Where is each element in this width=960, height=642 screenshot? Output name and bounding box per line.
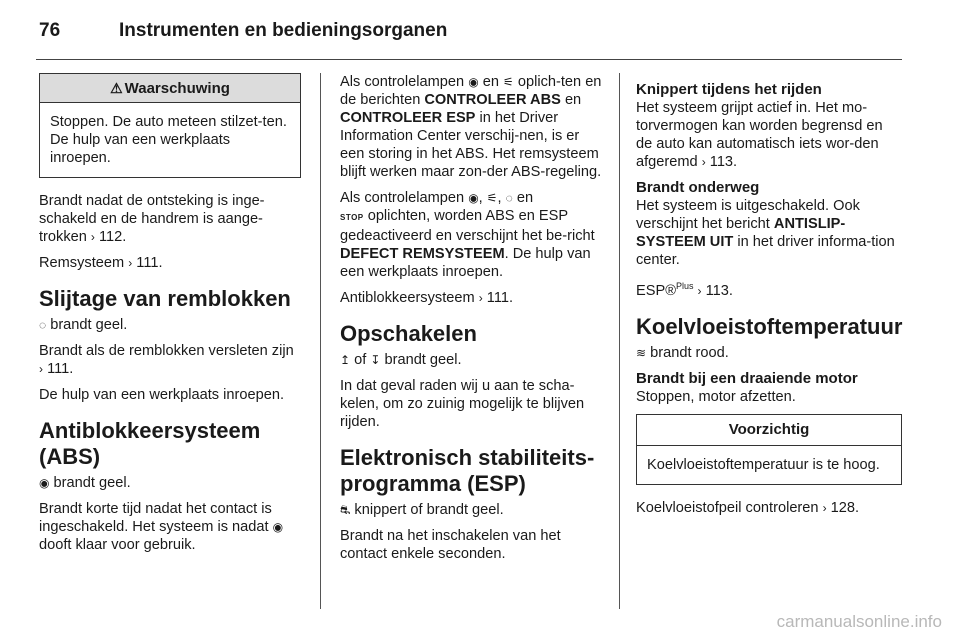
abs-icon: ◉ [468, 75, 479, 89]
paragraph: Brandt korte tijd nadat het contact is ingeschakeld. Het systeem is nadat ◉ dooft klaar voor gebruik. [39, 501, 284, 553]
paragraph: ≋ brandt rood. [636, 344, 729, 361]
brake-pad-icon: ◌ [505, 191, 513, 205]
header-rule [36, 59, 902, 60]
column-3 [636, 73, 902, 525]
paragraph: ⛐ knippert of brandt geel. [340, 502, 504, 518]
paragraph: ↥ of ↧ brandt geel. [340, 352, 462, 368]
coolant-temperature-icon: ≋ [636, 345, 647, 360]
paragraph: Brandt als de remblokken versleten zijn › 111. [39, 343, 294, 377]
page-title: Instrumenten en bedieningsorganen [119, 20, 448, 41]
heading-esp: Elektronisch stabiliteits-programma (ESP) [340, 445, 595, 496]
paragraph: ESP®$^{Plus}$ › 113. [636, 281, 733, 299]
warning-box-heading: ⚠ Waarschuwing [40, 74, 300, 103]
caution-box [636, 414, 902, 485]
watermark: carmanualsonline.info [776, 612, 942, 631]
paragraph: Antiblokkeersysteem › 111. [340, 290, 514, 306]
ref-arrow-icon: › [822, 500, 827, 515]
ref-arrow-icon: › [90, 230, 95, 244]
ref-arrow-icon: › [478, 291, 483, 305]
abs-icon: ◉ [272, 520, 284, 534]
heading-slijtage: Slijtage van remblokken [39, 286, 291, 311]
stop-icon: STOP [340, 213, 364, 222]
heading-onderweg: Brandt onderweg [636, 179, 760, 196]
paragraph: Als controlelampen ◉, ⚟, ◌ en STOP oplichten, worden ABS en ESP gedeactiveerd en verschijnt het be-richt DEFECT REMSYSTEEM. De hulp van een werkplaats inroepen. [340, 190, 595, 280]
heading-opschakelen: Opschakelen [340, 321, 477, 346]
paragraph: Brandt na het inschakelen van het contact enkele seconden. [340, 528, 561, 562]
shift-up-icon: ↥ [340, 353, 351, 367]
paragraph: Als controlelampen ◉ en ⚟ oplich-ten en de berichten CONTROLEER ABS en CONTROLEER ESP in het Driver Information Center verschij-nen, is er een storing in het ABS. Het remsysteem blijft werken maar zon-der ABS-regeling. [340, 74, 602, 180]
esp-icon: ⚟ [486, 191, 498, 205]
paragraph: Het systeem is uitgeschakeld. Ook verschijnt het bericht ANTISLIP-SYSTEEM UIT in het driver informa-tion center. [636, 198, 895, 268]
warning-icon: ⚠ [110, 80, 123, 96]
ref-arrow-icon: › [128, 256, 133, 270]
warning-box-body: Stoppen. De auto meteen stilzet-ten. De hulp van een werkplaats inroepen. [50, 114, 287, 166]
column-divider [619, 73, 620, 609]
warning-box [39, 73, 301, 178]
paragraph: ◌ brandt geel. [39, 317, 128, 333]
paragraph: Remsysteem › 111. [39, 255, 163, 271]
page-number: 76 [39, 20, 61, 41]
column-divider [320, 73, 321, 609]
heading-koelvloeistof: Koelvloeistoftemperatuur [636, 313, 903, 339]
paragraph: Het systeem grijpt actief in. Het mo-torvermogen kan worden begrensd en de auto kan automatisch iets wor-den afgeremd › 113. [636, 100, 883, 170]
ref-arrow-icon: › [701, 155, 706, 169]
esp-indicator-icon: ⛐ [340, 503, 351, 517]
shift-down-icon: ↧ [370, 353, 381, 367]
caution-box-body: Koelvloeistoftemperatuur is te hoog. [647, 456, 880, 473]
paragraph: De hulp van een werkplaats inroepen. [39, 387, 285, 403]
esp-icon: ⚟ [503, 75, 514, 89]
ref-arrow-icon: › [697, 283, 702, 298]
ref-arrow-icon: › [39, 362, 43, 376]
paragraph: ◉ brandt geel. [39, 475, 131, 491]
paragraph: Brandt nadat de ontsteking is inge-schakeld en de handrem is aange-trokken › 112. [39, 193, 265, 245]
paragraph: In dat geval raden wij u aan te scha-kelen, om zo zuinig mogelijk te blijven rijden. [340, 378, 585, 430]
paragraph: Stoppen, motor afzetten. [636, 388, 796, 405]
abs-icon: ◉ [39, 476, 50, 490]
paragraph: Koelvloeistofpeil controleren › 128. [636, 499, 860, 516]
column-1 [39, 73, 301, 562]
caution-box-heading: Voorzichtig [637, 415, 901, 446]
heading-knippert: Knippert tijdens het rijden [636, 81, 822, 98]
column-2 [340, 73, 602, 571]
heading-motor: Brandt bij een draaiende motor [636, 369, 858, 387]
page-header [39, 20, 447, 42]
brake-pad-icon: ◌ [39, 318, 47, 332]
heading-abs: Antiblokkeersysteem (ABS) [39, 418, 261, 469]
abs-icon: ◉ [468, 191, 479, 205]
